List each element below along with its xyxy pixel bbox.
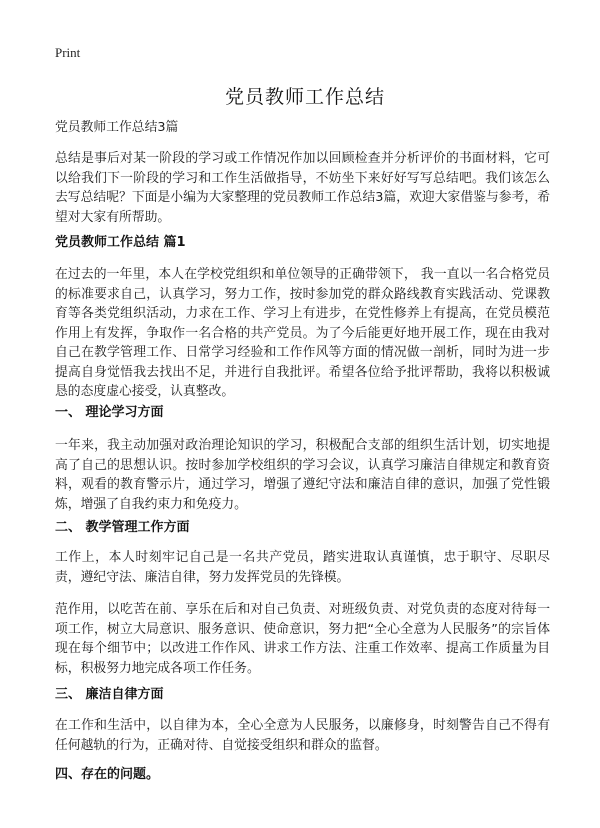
heading-teaching-management: 二、 教学管理工作方面	[55, 520, 190, 535]
heading-integrity: 三、 廉洁自律方面	[55, 687, 164, 702]
theory-study-paragraph: 一年来，我主动加强对政治理论知识的学习，积极配合支部的组织生活计划，切实地提高了自己的思想认识。按时参加学校组织的学习会议，认真学习廉洁自律规定和教育资料，观看的教育警示片，通过学习，增强了遵纪守法和廉洁自律的意识，加强了党性锻炼，增强了自我约束力和免疫力。	[55, 438, 550, 512]
document-subtitle: 党员教师工作总结3篇	[55, 120, 179, 135]
section-1-title: 党员教师工作总结 篇1	[55, 235, 186, 250]
section-1-paragraph: 在过去的一年里，本人在学校党组织和单位领导的正确带领下， 我一直以一名合格党员的标准要求自己，认真学习，努力工作，按时参加党的群众路线教育实践活动、党课教育等各类党组织活动，力求在工作、学习上有进步，在党性修养上有提高，在党员模范作用上有发挥，争取作一名合格的共产党员。为了今后能更好地开展工作，现在由我对自己在教学管理工作、日常学习经验和工作作风等方面的情况做一剖析，同时为进一步提高自身觉悟我去找出不足，并进行自我批评。希望各位给予批评帮助，我将以积极诚恳的态度虚心接受，认真整改。	[55, 267, 550, 399]
heading-existing-problems: 四、存在的问题。	[55, 767, 160, 782]
teaching-paragraph-2: 范作用，以吃苦在前、享乐在后和对自己负责、对班级负责、对党负责的态度对待每一项工作，树立大局意识、服务意识、使命意识，努力把“全心全意为人民服务”的宗旨体现在每个细节中；以改进工作作风、讲求工作方法、注重工作效率、提高工作质量为目标，积极努力地完成各项工作任务。	[55, 602, 550, 676]
document-title: 党员教师工作总结	[224, 86, 385, 108]
teaching-paragraph-1: 工作上，本人时刻牢记自己是一名共产党员，踏实进取认真谨慎，忠于职守、尽职尽责，遵纪守法、廉洁自律，努力发挥党员的先锋模。	[55, 550, 550, 585]
heading-theory-study: 一、 理论学习方面	[55, 405, 164, 420]
intro-paragraph: 总结是事后对某一阶段的学习或工作情况作加以回顾检查并分析评价的书面材料，它可以给我们下一阶段的学习和工作生活做指导，不妨坐下来好好写写总结吧。我们该怎么去写总结呢？下面是小编为大家整理的党员教师工作总结3篇，欢迎大家借鉴与参考，希望对大家有所帮助。	[55, 151, 550, 225]
print-link[interactable]: Print	[55, 45, 81, 60]
integrity-paragraph: 在工作和生活中，以自律为本，全心全意为人民服务，以廉修身，时刻警告自己不得有任何越轨的行为，正确对待、自觉接受组织和群众的监督。	[55, 718, 550, 753]
